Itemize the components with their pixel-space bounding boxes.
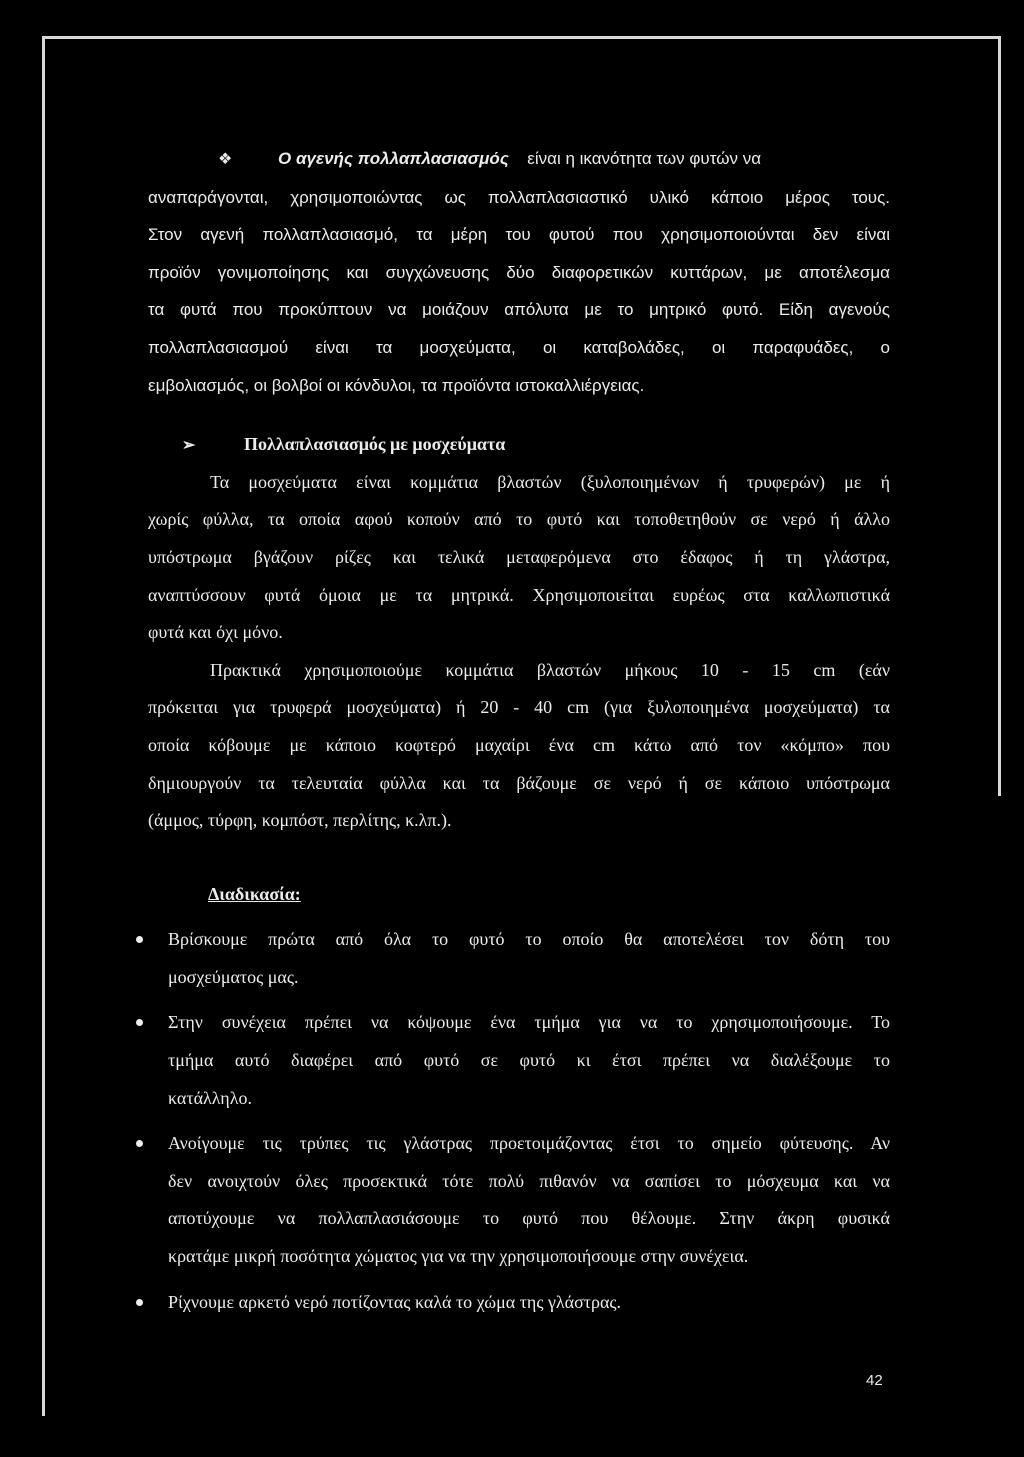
item-1-line-2: κατάλληλο. (168, 1087, 252, 1108)
p2-line-0: Πρακτικά χρησιμοποιούμε κομμάτια βλαστών μήκους 10 - 15 cm (εάν (210, 659, 890, 680)
item-2-line-1: δεν ανοιχτούν όλες προσεκτικά τότε πολύ πιθανόν να σαπίσει το μόσχευμα και να (168, 1170, 890, 1191)
bullet-dot-icon (136, 1299, 143, 1306)
page-border-top (42, 36, 1000, 39)
document-page (148, 140, 890, 1329)
item-2-line-0: Ανοίγουμε τις τρύπες τις γλάστρας προετοιμάζοντας έτσι το σημείο φύτευσης. Αν (168, 1133, 890, 1154)
bullet-dot-icon (136, 1019, 143, 1026)
diamond-bullet-icon: ❖ (218, 151, 233, 168)
p2-line-2: οποία κόβουμε με κάποιο κοφτερό μαχαίρι ένα cm κάτω από τον «κόμπο» που (148, 734, 890, 755)
bullet-dot-icon (136, 1140, 143, 1147)
p1-line-2: υπόστρωμα βγάζουν ρίζες και τελικά μεταφερόμενα στο έδαφος ή τη γλάστρα, (148, 546, 890, 567)
item-0-line-1: μοσχεύματος μας. (168, 966, 299, 987)
p2-line-4: (άμμος, τύρφη, κομπόστ, περλίτης, κ.λπ.). (148, 810, 452, 831)
item-2-line-2: αποτύχουμε να πολλαπλασιάσουμε το φυτό που θέλουμε. Στην άκρη φυσικά (168, 1208, 890, 1229)
section-heading-text: Πολλαπλασιασμός με μοσχεύματα (244, 434, 506, 455)
arrow-bullet-icon: ➢ (182, 437, 196, 455)
section-heading (148, 426, 890, 464)
page-border-left (42, 36, 45, 1416)
intro-line-2: Στον αγενή πολλαπλασιασμό, τα μέρη του φυτού που χρησιμοποιούνται δεν είναι (148, 225, 890, 245)
intro-paragraph (148, 140, 890, 404)
intro-line-4: τα φυτά που προκύπτουν να μοιάζουν απόλυτα με το μητρικό φυτό. Είδη αγενούς (148, 300, 890, 320)
intro-line-5: πολλαπλασιασμού είναι τα μοσχεύματα, οι καταβολάδες, οι παραφυάδες, ο (148, 337, 890, 357)
procedure-heading: Διαδικασία: (208, 883, 301, 904)
section-paragraph-1 (148, 464, 890, 652)
list-item (148, 1004, 890, 1117)
p1-line-1: χωρίς φύλλα, τα οποία αφού κοπούν από το φυτό και τοποθετηθούν σε νερό ή άλλο (148, 509, 890, 530)
p2-line-3: δημιουργούν τα τελευταία φύλλα και τα βάζουμε σε νερό ή σε κάποιο υπόστρωμα (148, 772, 890, 793)
section-paragraph-2 (148, 652, 890, 840)
procedure-list (148, 921, 890, 1321)
intro-line-1: αναπαράγονται, χρησιμοποιώντας ως πολλαπλασιαστικό υλικό κάποιο μέρος τους. (148, 187, 890, 207)
page-number: 42 (866, 1372, 883, 1389)
item-3-line-0: Ρίχνουμε αρκετό νερό ποτίζοντας καλά το χώμα της γλάστρας. (168, 1291, 622, 1312)
intro-line-0 (148, 140, 890, 179)
item-1-line-0: Στην συνέχεια πρέπει να κόψουμε ένα τμήμα για να το χρησιμοποιήσουμε. Το (168, 1012, 890, 1033)
page-border-right (998, 36, 1001, 796)
item-1-line-1: τμήμα αυτό διαφέρει από φυτό σε φυτό κι έτσι πρέπει να διαλέξουμε το (168, 1050, 890, 1071)
intro-term: Ο αγενής πολλαπλασιασμός (278, 149, 509, 168)
item-2-line-3: κρατάμε μικρή ποσότητα χώματος για να την χρησιμοποιήσουμε στην συνέχεια. (168, 1246, 749, 1267)
intro-line-6: εμβολιασμός, οι βολβοί οι κόνδυλοι, τα προϊόντα ιστοκαλλιέργειας. (148, 375, 645, 395)
p1-line-3: αναπτύσσουν φυτά όμοια με τα μητρικά. Χρησιμοποιείται ευρέως στα καλλωπιστικά (148, 584, 890, 605)
p2-line-1: πρόκειται για τρυφερά μοσχεύματα) ή 20 - 40 cm (για ξυλοποιημένα μοσχεύματα) τα (148, 697, 890, 718)
p1-line-0: Τα μοσχεύματα είναι κομμάτια βλαστών (ξυλοποιημένων ή τρυφερών) με ή (210, 471, 890, 492)
intro-line-0-text: είναι η ικανότητα των φυτών να (527, 149, 762, 168)
p1-line-4: φυτά και όχι μόνο. (148, 622, 283, 643)
list-item (148, 1284, 890, 1322)
list-item (148, 1125, 890, 1275)
item-0-line-0: Βρίσκουμε πρώτα από όλα το φυτό το οποίο θα αποτελέσει τον δότη του (168, 929, 890, 950)
list-item (148, 921, 890, 996)
intro-line-3: προϊόν γονιμοποίησης και συγχώνευσης δύο διαφορετικών κυττάρων, με αποτέλεσμα (148, 262, 890, 282)
bullet-dot-icon (136, 936, 143, 943)
